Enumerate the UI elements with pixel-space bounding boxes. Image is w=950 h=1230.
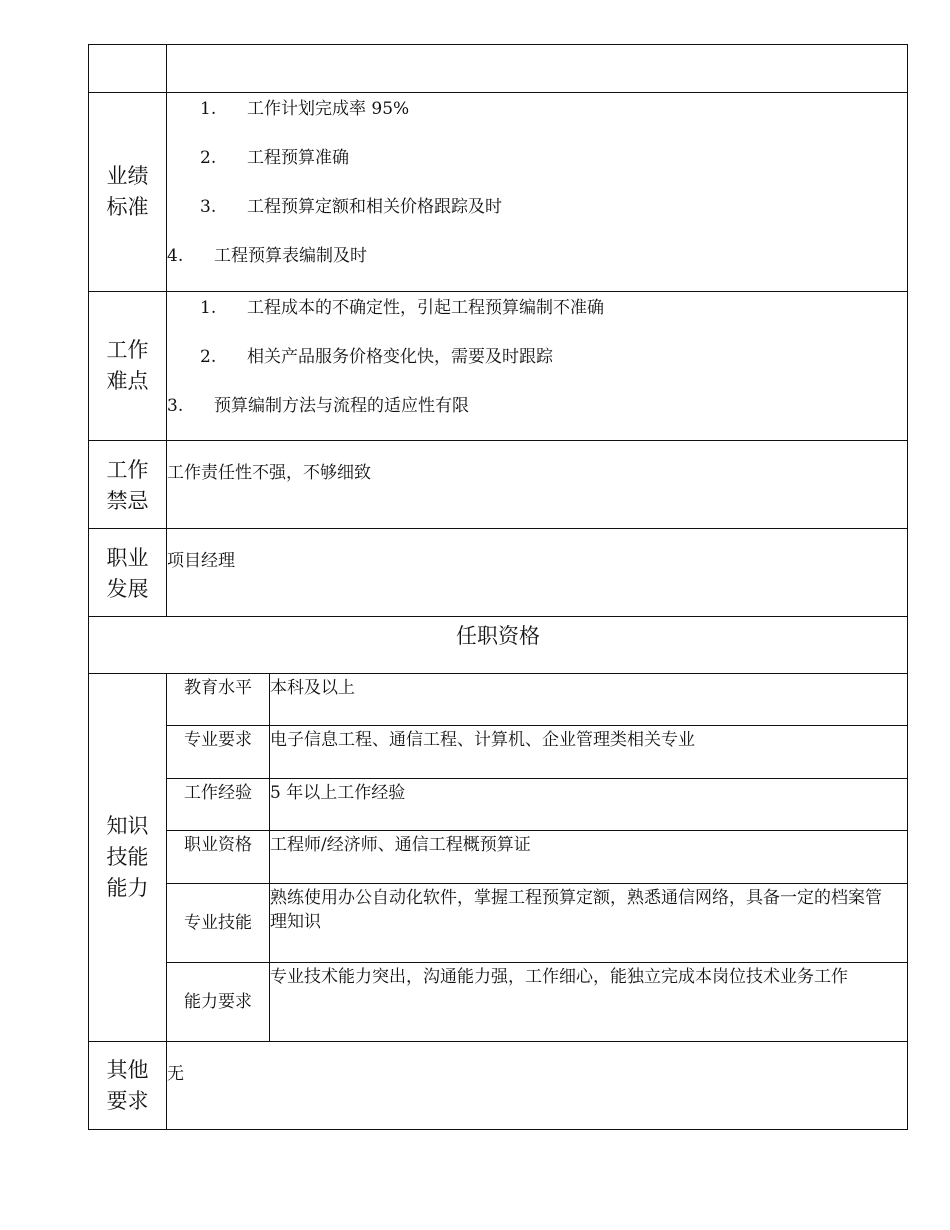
taboos-content — [167, 441, 908, 529]
other-label: 其他 要求 — [89, 1042, 167, 1130]
qualification-header-row — [89, 617, 908, 674]
taboos-text: 工作责任性不强，不够细致 — [167, 463, 371, 483]
qualification-header: 任职资格 — [89, 617, 908, 674]
taboos-label: 工作 禁忌 — [89, 441, 167, 529]
career-content — [167, 529, 908, 617]
empty-top-row — [89, 45, 908, 93]
list-item: 1. 工程成本的不确定性，引起工程预算编制不准确 — [200, 298, 604, 318]
ability-label: 能力要求 — [167, 963, 270, 1042]
career-text: 项目经理 — [167, 551, 235, 571]
performance-row — [89, 93, 908, 292]
major-label: 专业要求 — [167, 726, 270, 779]
list-item: 3. 预算编制方法与流程的适应性有限 — [167, 396, 469, 416]
knowledge-row — [89, 963, 908, 1042]
empty-label-cell — [89, 45, 167, 93]
knowledge-row — [89, 884, 908, 963]
difficulties-label: 工作 难点 — [89, 292, 167, 441]
experience-value: 5 年以上工作经验 — [270, 779, 908, 831]
ability-value: 专业技术能力突出，沟通能力强，工作细心，能独立完成本岗位技术业务工作 — [270, 963, 908, 1042]
skills-value: 熟练使用办公自动化软件，掌握工程预算定额，熟悉通信网络，具备一定的档案管理知识 — [270, 884, 908, 963]
difficulties-row — [89, 292, 908, 441]
other-row — [89, 1042, 908, 1130]
knowledge-row — [89, 779, 908, 831]
list-item: 4. 工程预算表编制及时 — [167, 246, 367, 266]
skills-label: 专业技能 — [167, 884, 270, 963]
empty-content-cell — [167, 45, 908, 93]
knowledge-label: 知识 技能 能力 — [89, 674, 167, 1042]
performance-content — [167, 93, 908, 292]
performance-label: 业绩 标准 — [89, 93, 167, 292]
job-description-table — [88, 44, 908, 1130]
education-label: 教育水平 — [167, 674, 270, 726]
list-item: 2. 工程预算准确 — [200, 148, 349, 168]
major-value: 电子信息工程、通信工程、计算机、企业管理类相关专业 — [270, 726, 908, 779]
difficulties-content — [167, 292, 908, 441]
knowledge-row — [89, 674, 908, 726]
experience-label: 工作经验 — [167, 779, 270, 831]
career-label: 职业 发展 — [89, 529, 167, 617]
list-item: 3. 工程预算定额和相关价格跟踪及时 — [200, 197, 502, 217]
taboos-row — [89, 441, 908, 529]
career-row — [89, 529, 908, 617]
certification-label: 职业资格 — [167, 831, 270, 884]
other-text: 无 — [167, 1064, 184, 1084]
knowledge-row — [89, 831, 908, 884]
certification-value: 工程师/经济师、通信工程概预算证 — [270, 831, 908, 884]
other-content — [167, 1042, 908, 1130]
knowledge-row — [89, 726, 908, 779]
list-item: 2. 相关产品服务价格变化快，需要及时跟踪 — [200, 347, 553, 367]
education-value: 本科及以上 — [270, 674, 908, 726]
list-item: 1. 工作计划完成率 95% — [200, 99, 410, 119]
